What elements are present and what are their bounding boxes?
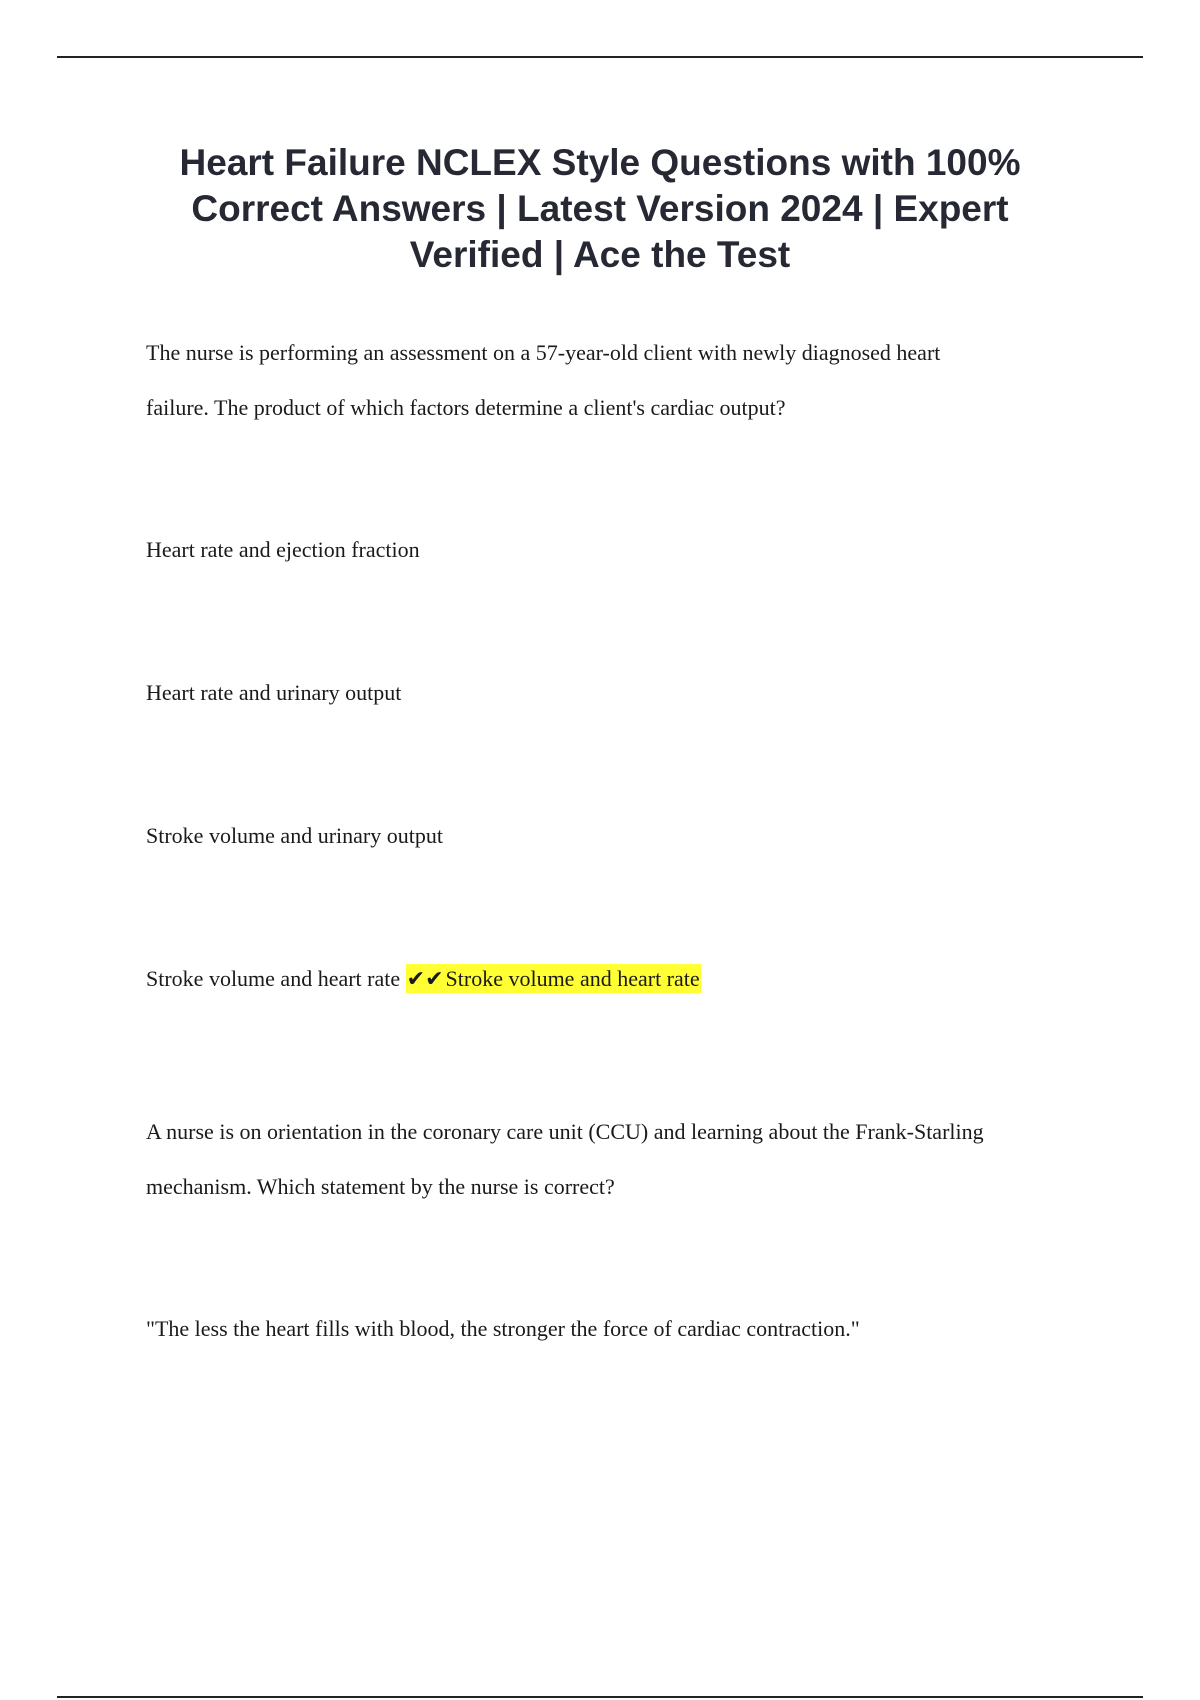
question-1-option-3: Stroke volume and urinary output: [146, 823, 443, 848]
top-divider: [57, 56, 1143, 58]
correct-answer-highlight: [406, 964, 701, 993]
question-stem-line: The nurse is performing an assessment on a 57-year-old client with newly diagnosed heart: [146, 340, 941, 365]
bottom-divider: [57, 1696, 1143, 1698]
title-line: Heart Failure NCLEX Style Questions with 100%: [179, 142, 1021, 183]
question-1-option-1: Heart rate and ejection fraction: [146, 537, 420, 562]
correct-answer-text: Stroke volume and heart rate: [445, 966, 700, 991]
question-stem-line: mechanism. Which statement by the nurse is correct?: [146, 1174, 615, 1199]
question-stem-line: A nurse is on orientation in the coronary care unit (CCU) and learning about the Frank-Starling: [146, 1119, 984, 1144]
question-1-stem: [146, 325, 1106, 435]
question-2-stem: [146, 1104, 1106, 1214]
question-stem-line: failure. The product of which factors determine a client's cardiac output?: [146, 395, 786, 420]
option-text: Stroke volume and heart rate: [146, 966, 401, 991]
question-1-option-2: Heart rate and urinary output: [146, 680, 402, 705]
document-title: [100, 140, 1100, 278]
question-2-option-1: "The less the heart fills with blood, the stronger the force of cardiac contraction.": [146, 1316, 860, 1341]
double-check-icon: ✔✔: [406, 966, 444, 991]
title-line: Verified | Ace the Test: [409, 234, 791, 275]
question-1-option-4: [146, 951, 1106, 1006]
title-line: Correct Answers | Latest Version 2024 | Expert: [191, 188, 1009, 229]
